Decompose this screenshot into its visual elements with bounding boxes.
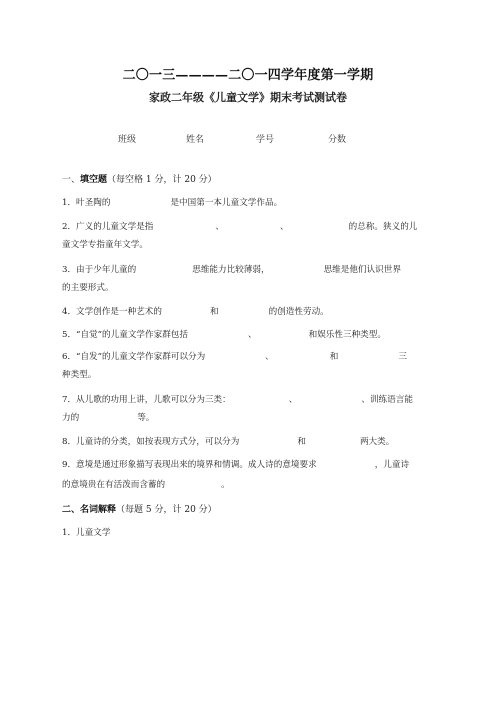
question-text: 力的 <box>62 413 80 423</box>
question-text: 和 <box>329 352 339 362</box>
section-title: 名词解释 <box>80 505 117 515</box>
question-text: 4．文学创作是一种艺术的 <box>62 307 162 317</box>
section-number: 二、 <box>62 505 81 515</box>
question-text: 5．“自觉”的儿童文学作家群包括 <box>62 330 188 340</box>
section-fill-blank-heading <box>62 174 442 186</box>
question-9-cont <box>62 479 442 491</box>
question-6-cont: 种类型。 <box>62 370 97 380</box>
question-text: 和娱乐性三种类型。 <box>308 330 386 340</box>
section-title: 填空题 <box>80 175 108 185</box>
question-3-cont: 的主要形式。 <box>62 283 114 293</box>
question-text: 7．从儿歌的功用上讲，儿歌可以分为三类： <box>62 395 231 405</box>
section-definitions-heading <box>62 504 442 516</box>
section-note: （每题 5 分，计 20 分） <box>116 505 217 515</box>
question-text: 和 <box>210 307 219 317</box>
question-4 <box>62 306 442 318</box>
question-text: 、 <box>280 222 289 232</box>
question-text: ，儿童诗 <box>374 460 410 470</box>
question-9 <box>62 459 442 471</box>
student-info-row <box>0 132 496 146</box>
exam-title: 二〇一三————二〇一四学年度第一学期 <box>122 68 374 83</box>
question-text: 、 <box>247 330 257 340</box>
question-text: 、训练语言能 <box>361 395 413 405</box>
definition-question-1: 1．儿童文学 <box>62 528 111 538</box>
question-text: 是中国第一本儿童文学作品。 <box>170 198 283 208</box>
student-id-label: 学号 <box>256 135 275 145</box>
class-label: 班级 <box>118 135 137 145</box>
question-text: 1．叶圣陶的 <box>62 198 111 208</box>
question-text: 、 <box>265 352 274 362</box>
question-text: 、 <box>288 395 298 405</box>
question-text: 。 <box>221 480 230 490</box>
question-text: 2．广义的儿童文学是指 <box>62 222 154 232</box>
question-3 <box>62 264 442 276</box>
question-text: 9．意境是通过形象描写表现出来的境界和情调。成人诗的意境要求 <box>62 460 317 470</box>
question-6 <box>62 351 442 363</box>
question-2 <box>62 221 442 233</box>
question-text: 思维能力比较薄弱， <box>192 265 270 275</box>
question-text: 8．儿童诗的分类，如按表现方式分，可以分为 <box>62 437 240 447</box>
question-5 <box>62 329 442 341</box>
question-1 <box>62 197 442 209</box>
question-text: 6．“自发”的儿童文学作家群可以分为 <box>62 352 206 362</box>
score-label: 分数 <box>328 135 347 145</box>
question-text: 的意境贵在有活泼而含蓄的 <box>62 480 166 490</box>
question-text: 三 <box>398 352 407 362</box>
section-number: 一、 <box>62 175 81 185</box>
question-text: 和 <box>297 437 306 447</box>
question-text: 的总称。狭义的儿 <box>348 222 418 232</box>
question-text: 3．由于少年儿童的 <box>62 265 137 275</box>
question-7 <box>62 394 442 406</box>
name-label: 姓名 <box>186 135 205 145</box>
question-text: 、 <box>215 222 225 232</box>
question-text: 等。 <box>137 413 155 423</box>
question-2-cont: 童文学专指童年文学。 <box>62 240 148 250</box>
question-8 <box>62 436 442 448</box>
exam-subtitle: 家政二年级《儿童文学》期末考试测试卷 <box>149 91 347 104</box>
question-text: 两大类。 <box>359 437 395 447</box>
section-note: （每空格 1 分，计 20 分） <box>107 175 217 185</box>
question-text: 的创造性劳动。 <box>268 307 329 317</box>
question-7-cont <box>62 412 442 424</box>
question-text: 思维是他们认识世界 <box>323 265 401 275</box>
